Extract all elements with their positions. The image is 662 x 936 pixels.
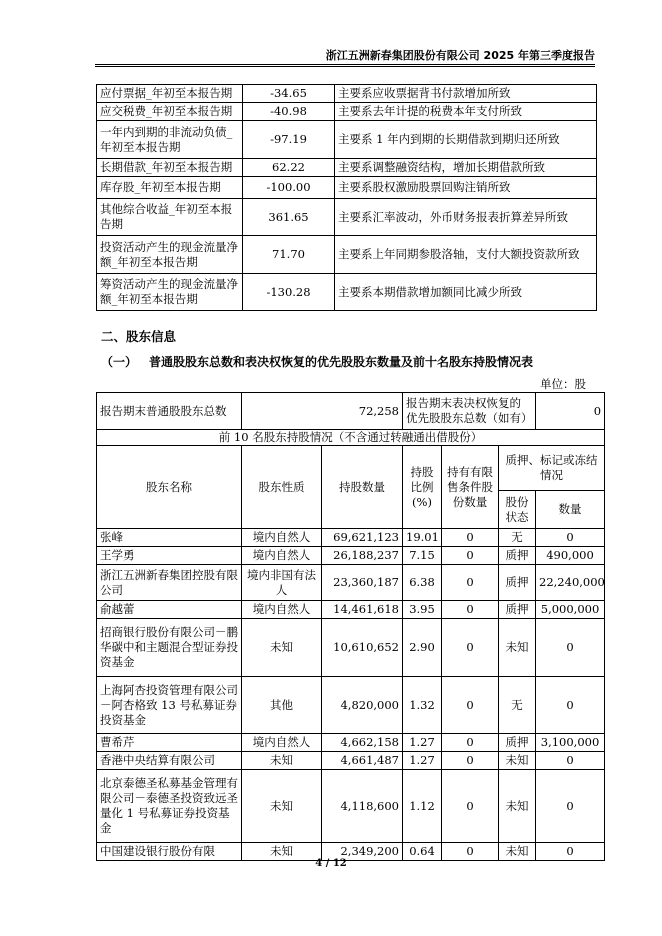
holder-pledge-qty: 490,000 (536, 547, 605, 565)
holder-shares: 2,349,200 (322, 843, 403, 861)
change-ratio: -100.00 (243, 177, 335, 199)
holder-shares: 23,360,187 (322, 565, 403, 601)
holder-pledge-qty: 0 (536, 529, 605, 547)
col-header-ratio: 持股比例(%) (403, 446, 442, 529)
change-reason: 主要系本期借款增加额同比减少所致 (335, 274, 597, 311)
table-row (97, 199, 597, 236)
holder-pledge-qty: 0 (536, 619, 605, 677)
holder-restricted: 0 (442, 752, 499, 770)
change-reason: 主要系调整融资结构，增加长期借款所致 (335, 159, 597, 177)
total-holders-label: 报告期末普通股股东总数 (97, 393, 242, 430)
holder-ratio: 6.38 (403, 565, 442, 601)
col-header-status: 股份状态 (499, 491, 536, 529)
holder-ratio: 1.27 (403, 752, 442, 770)
holder-shares: 4,661,487 (322, 752, 403, 770)
holder-name: 张峰 (97, 529, 242, 547)
holder-name: 招商银行股份有限公司－鹏华碳中和主题混合型证券投资基金 (97, 619, 242, 677)
holder-name: 上海阿杏投资管理有限公司－阿杏格致 13 号私募证券投资基金 (97, 677, 242, 734)
table-row (97, 752, 605, 770)
section-title: 二、股东信息 (101, 329, 177, 344)
holder-restricted: 0 (442, 677, 499, 734)
holder-nature: 境内自然人 (242, 601, 322, 619)
change-reason: 主要系去年计提的税费本年支付所致 (335, 103, 597, 121)
change-reason: 主要系股权激励股票回购注销所致 (335, 177, 597, 199)
holder-pledge-status: 质押 (499, 547, 536, 565)
table-row (97, 177, 597, 199)
table-row (97, 565, 605, 601)
shareholders-table (96, 392, 605, 861)
holder-pledge-status: 质押 (499, 565, 536, 601)
holder-ratio: 19.01 (403, 529, 442, 547)
holder-nature: 境内自然人 (242, 734, 322, 752)
holder-shares: 26,188,237 (322, 547, 403, 565)
holder-restricted: 0 (442, 601, 499, 619)
holder-ratio: 0.64 (403, 843, 442, 861)
table-row (97, 601, 605, 619)
holder-shares: 14,461,618 (322, 601, 403, 619)
subsection-text: 普通股股东总数和表决权恢复的优先股股东数量及前十名股东持股情况表 (149, 355, 534, 369)
report-header: 浙江五洲新春集团股份有限公司 2025 年第三季度报告 (325, 49, 595, 62)
holder-restricted: 0 (442, 565, 499, 601)
header-row-1 (97, 446, 605, 491)
holder-restricted: 0 (442, 843, 499, 861)
holder-shares: 69,621,123 (322, 529, 403, 547)
holder-nature: 未知 (242, 619, 322, 677)
unit-label: 单位：股 (540, 377, 586, 391)
pref-holders-label: 报告期末表决权恢复的优先股股东总数（如有） (403, 393, 536, 430)
col-header-restricted: 持有有限售条件股份数量 (442, 446, 499, 529)
table-row (97, 121, 597, 159)
change-ratio: 361.65 (243, 199, 335, 236)
holder-name: 曹希芹 (97, 734, 242, 752)
holder-pledge-status: 未知 (499, 619, 536, 677)
change-ratio: 62.22 (243, 159, 335, 177)
holder-restricted: 0 (442, 734, 499, 752)
change-ratio: 71.70 (243, 236, 335, 274)
change-item: 库存股_年初至本报告期 (97, 177, 243, 199)
holder-ratio: 1.32 (403, 677, 442, 734)
holder-name: 浙江五洲新春集团控股有限公司 (97, 565, 242, 601)
pref-holders-value: 0 (536, 393, 605, 430)
col-header-qty: 数量 (536, 491, 605, 529)
holder-nature: 境内自然人 (242, 547, 322, 565)
change-item: 一年内到期的非流动负债_年初至本报告期 (97, 121, 243, 159)
holder-pledge-status: 未知 (499, 752, 536, 770)
change-item: 应付票据_年初至本报告期 (97, 85, 243, 103)
table-row (97, 734, 605, 752)
table-row (97, 274, 597, 311)
holder-pledge-status: 质押 (499, 734, 536, 752)
holder-restricted: 0 (442, 619, 499, 677)
holder-pledge-status: 未知 (499, 843, 536, 861)
holder-restricted: 0 (442, 529, 499, 547)
page-number: 4 / 12 (315, 858, 347, 869)
holder-ratio: 3.95 (403, 601, 442, 619)
holder-pledge-qty: 22,240,000 (536, 565, 605, 601)
change-reason: 主要系上年同期参股洛轴，支付大额投资款所致 (335, 236, 597, 274)
holder-nature: 未知 (242, 752, 322, 770)
header-rule (95, 64, 595, 65)
holder-pledge-status: 无 (499, 529, 536, 547)
col-header-pledge: 质押、标记或冻结情况 (499, 446, 605, 491)
holder-name: 中国建设银行股份有限 (97, 843, 242, 861)
holder-pledge-qty: 3,100,000 (536, 734, 605, 752)
holder-pledge-status: 未知 (499, 770, 536, 843)
total-holders-value: 72,258 (242, 393, 403, 430)
holder-restricted: 0 (442, 547, 499, 565)
table-row (97, 677, 605, 734)
holder-shares: 4,662,158 (322, 734, 403, 752)
change-ratio: -40.98 (243, 103, 335, 121)
top10-caption-row (97, 430, 605, 446)
change-ratio: -130.28 (243, 274, 335, 311)
col-header-shares: 持股数量 (322, 446, 403, 529)
totals-row (97, 393, 605, 430)
holder-ratio: 1.27 (403, 734, 442, 752)
holder-pledge-qty: 0 (536, 770, 605, 843)
change-item: 投资活动产生的现金流量净额_年初至本报告期 (97, 236, 243, 274)
change-item: 筹资活动产生的现金流量净额_年初至本报告期 (97, 274, 243, 311)
holder-shares: 4,820,000 (322, 677, 403, 734)
holder-nature: 境内自然人 (242, 529, 322, 547)
holder-ratio: 2.90 (403, 619, 442, 677)
top10-caption: 前 10 名股东持股情况（不含通过转融通出借股份） (97, 430, 605, 446)
holder-shares: 4,118,600 (322, 770, 403, 843)
subsection-number: （一） (101, 355, 138, 369)
holder-pledge-qty: 0 (536, 677, 605, 734)
holder-shares: 10,610,652 (322, 619, 403, 677)
change-ratio: -97.19 (243, 121, 335, 159)
table-row (97, 529, 605, 547)
change-reason: 主要系汇率波动，外币财务报表折算差异所致 (335, 199, 597, 236)
change-reason: 主要系应收票据背书付款增加所致 (335, 85, 597, 103)
subsection-title (101, 353, 533, 370)
table-row (97, 619, 605, 677)
holder-name: 王学勇 (97, 547, 242, 565)
holder-restricted: 0 (442, 770, 499, 843)
table-row (97, 547, 605, 565)
table-row (97, 770, 605, 843)
holder-pledge-status: 质押 (499, 601, 536, 619)
change-item: 长期借款_年初至本报告期 (97, 159, 243, 177)
change-item: 应交税费_年初至本报告期 (97, 103, 243, 121)
holder-pledge-qty: 0 (536, 843, 605, 861)
holder-name: 北京泰德圣私募基金管理有限公司－泰德圣投资致远圣量化 1 号私募证券投资基金 (97, 770, 242, 843)
holder-pledge-status: 无 (499, 677, 536, 734)
holder-nature: 境内非国有法人 (242, 565, 322, 601)
holder-name: 俞越蕾 (97, 601, 242, 619)
table-row (97, 103, 597, 121)
col-header-nature: 股东性质 (242, 446, 322, 529)
changes-table (96, 84, 597, 311)
holder-ratio: 7.15 (403, 547, 442, 565)
holder-pledge-qty: 0 (536, 752, 605, 770)
change-item: 其他综合收益_年初至本报告期 (97, 199, 243, 236)
table-row (97, 159, 597, 177)
table-row (97, 85, 597, 103)
holder-ratio: 1.12 (403, 770, 442, 843)
col-header-name: 股东名称 (97, 446, 242, 529)
holder-nature: 其他 (242, 677, 322, 734)
holder-nature: 未知 (242, 843, 322, 861)
holder-pledge-qty: 5,000,000 (536, 601, 605, 619)
header-rule-double (95, 66, 595, 67)
change-ratio: -34.65 (243, 85, 335, 103)
holder-nature: 未知 (242, 770, 322, 843)
holder-name: 香港中央结算有限公司 (97, 752, 242, 770)
change-reason: 主要系 1 年内到期的长期借款到期归还所致 (335, 121, 597, 159)
table-row (97, 236, 597, 274)
